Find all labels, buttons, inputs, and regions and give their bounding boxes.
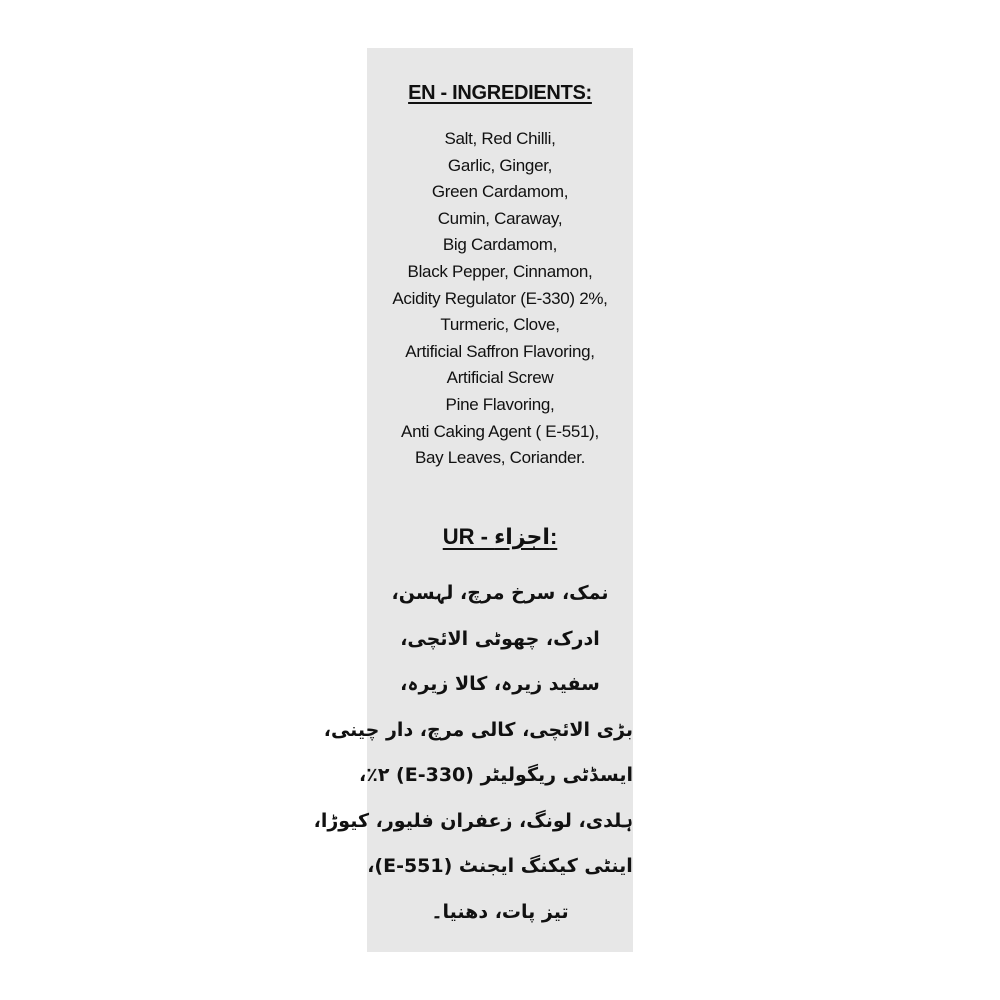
en-ingredient-line: Pine Flavoring, xyxy=(445,394,555,414)
ur-ingredient-line: ایسڈٹی ریگولیٹر (E-330) ٢٪، xyxy=(358,764,633,786)
en-ingredients-list xyxy=(367,126,633,472)
en-ingredient-line: Bay Leaves, Coriander. xyxy=(414,448,586,468)
en-ingredient-line: Salt, Red Chilli, xyxy=(444,129,556,148)
ur-ingredients-list xyxy=(313,571,633,935)
en-ingredient-line: Black Pepper, Cinnamon, xyxy=(407,261,593,281)
en-ingredient-line: Anti Caking Agent ( E-551), xyxy=(401,421,599,441)
ur-ingredient-line: نمک، سرخ مرچ، لہسن، xyxy=(391,582,609,604)
en-ingredient-line: Turmeric, Clove, xyxy=(440,315,560,335)
en-ingredients-heading: EN - INGREDIENTS: xyxy=(408,82,592,104)
en-ingredient-line: Green Cardamom, xyxy=(431,182,569,202)
en-ingredient-line: Artificial Screw xyxy=(446,368,554,388)
ur-ingredient-line: اینٹی کیکنگ ایجنٹ (E-551)، xyxy=(367,855,633,877)
en-ingredient-line: Cumin, Caraway, xyxy=(437,208,563,228)
en-ingredient-line: Acidity Regulator (E-330) 2%, xyxy=(392,288,608,308)
ur-ingredient-line: بڑی الائچی، کالی مرچ، دار چینی، xyxy=(323,718,633,741)
ur-ingredient-line: سفید زیرہ، کالا زیرہ، xyxy=(400,673,600,695)
ingredients-label xyxy=(313,48,633,952)
en-ingredient-line: Big Cardamom, xyxy=(442,235,558,255)
en-ingredient-line: Artificial Saffron Flavoring, xyxy=(405,341,595,361)
ur-ingredient-line: ہلدی، لونگ، زعفران فلیور، کیوڑا، xyxy=(313,809,633,832)
en-ingredient-line: Garlic, Ginger, xyxy=(447,155,553,175)
ur-ingredient-line: تیز پات، دھنیا۔ xyxy=(431,900,569,923)
ur-ingredients-heading: UR - اجزاء: xyxy=(442,524,558,549)
ur-ingredient-line: ادرک، چھوٹی الائچی، xyxy=(400,627,600,650)
